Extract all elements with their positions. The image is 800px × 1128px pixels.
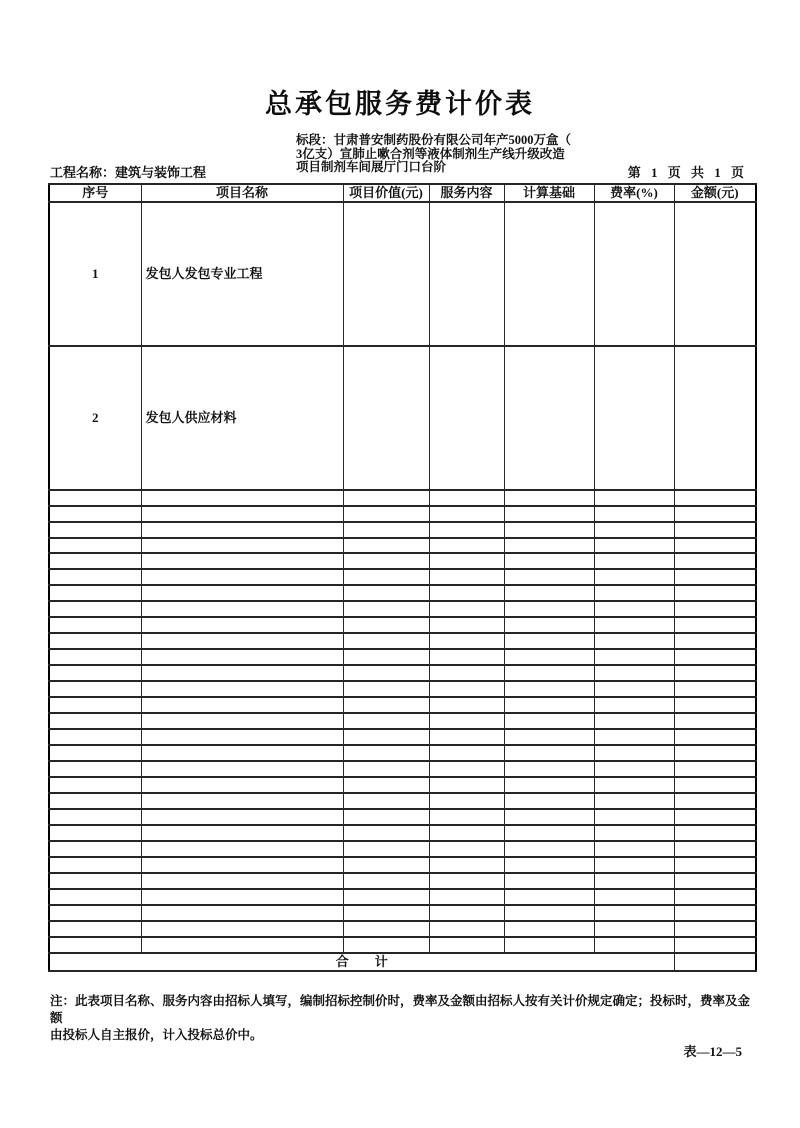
table-cell	[429, 553, 504, 569]
table-row	[49, 617, 756, 633]
table-cell	[141, 905, 343, 921]
table-cell	[504, 585, 594, 601]
table-row	[49, 793, 756, 809]
table-cell	[594, 569, 674, 585]
table-cell	[49, 777, 141, 793]
table-cell	[49, 873, 141, 889]
table-cell	[594, 937, 674, 953]
table-cell	[141, 506, 343, 522]
table-cell	[429, 538, 504, 554]
table-cell	[504, 793, 594, 809]
table-row	[49, 538, 756, 554]
table-cell	[429, 649, 504, 665]
table-cell	[343, 569, 429, 585]
table-row	[49, 777, 756, 793]
page-number-info: 第 1 页 共 1 页	[627, 165, 744, 180]
table-cell	[674, 697, 756, 713]
table-cell	[343, 745, 429, 761]
table-cell	[49, 713, 141, 729]
table-cell	[141, 697, 343, 713]
table-cell	[594, 809, 674, 825]
footnote	[50, 993, 752, 1044]
table-cell	[49, 633, 141, 649]
table-cell	[429, 490, 504, 506]
table-cell	[429, 921, 504, 937]
table-cell	[141, 553, 343, 569]
table-row	[49, 490, 756, 506]
table-cell	[594, 873, 674, 889]
table-cell	[141, 729, 343, 745]
table-cell	[504, 569, 594, 585]
table-cell	[504, 889, 594, 905]
table-cell	[49, 665, 141, 681]
table-cell	[343, 538, 429, 554]
table-cell	[429, 793, 504, 809]
table-cell	[429, 633, 504, 649]
table-row	[49, 697, 756, 713]
column-header-seq: 序号	[49, 184, 141, 202]
table-cell	[594, 665, 674, 681]
table-cell	[429, 506, 504, 522]
table-cell	[504, 745, 594, 761]
table-row	[49, 202, 756, 346]
table-cell	[429, 857, 504, 873]
table-row	[49, 522, 756, 538]
table-cell	[594, 538, 674, 554]
table-row	[49, 585, 756, 601]
table-row	[49, 713, 756, 729]
table-cell	[141, 745, 343, 761]
table-cell	[49, 649, 141, 665]
table-cell	[141, 793, 343, 809]
table-cell	[429, 713, 504, 729]
table-cell	[343, 601, 429, 617]
table-cell	[674, 506, 756, 522]
table-cell	[49, 506, 141, 522]
table-cell	[343, 585, 429, 601]
page-title: 总承包服务费计价表	[265, 89, 535, 119]
table-cell	[343, 553, 429, 569]
table-cell	[49, 921, 141, 937]
table-cell	[141, 889, 343, 905]
table-cell	[343, 905, 429, 921]
table-cell	[674, 857, 756, 873]
table-cell	[343, 506, 429, 522]
table-cell	[49, 538, 141, 554]
table-row	[49, 841, 756, 857]
table-cell	[504, 937, 594, 953]
table-cell	[504, 522, 594, 538]
table-reference-number: 表—12—5	[683, 1044, 742, 1059]
table-cell	[141, 601, 343, 617]
table-cell	[594, 585, 674, 601]
table-cell	[429, 825, 504, 841]
table-row	[49, 889, 756, 905]
footnote-line: 由投标人自主报价，计入投标总价中。	[50, 1028, 263, 1042]
table-cell	[141, 649, 343, 665]
table-cell	[504, 553, 594, 569]
table-cell	[674, 681, 756, 697]
table-cell	[674, 713, 756, 729]
column-header-service: 服务内容	[429, 184, 504, 202]
table-cell	[141, 569, 343, 585]
table-cell	[141, 857, 343, 873]
table-cell	[49, 793, 141, 809]
table-cell	[343, 522, 429, 538]
footnote-line: 注：此表项目名称、服务内容由招标人填写，编制招标控制价时，费率及金额由招标人按有关计价规定确定；投标时，费率及金额	[50, 994, 751, 1025]
table-cell	[504, 809, 594, 825]
table-cell	[594, 553, 674, 569]
table-cell	[594, 697, 674, 713]
table-cell	[343, 617, 429, 633]
table-cell	[49, 761, 141, 777]
total-row	[49, 953, 756, 971]
table-cell: 2	[49, 346, 141, 490]
column-header-basis: 计算基础	[504, 184, 594, 202]
table-cell	[141, 585, 343, 601]
table-cell	[504, 202, 594, 346]
table-cell	[504, 538, 594, 554]
table-cell	[141, 921, 343, 937]
table-row	[49, 761, 756, 777]
table-cell	[429, 569, 504, 585]
table-cell	[594, 601, 674, 617]
table-cell	[343, 857, 429, 873]
table-footer	[49, 953, 756, 971]
table-cell	[504, 665, 594, 681]
table-cell	[594, 522, 674, 538]
table-cell	[429, 585, 504, 601]
table-cell	[594, 713, 674, 729]
table-cell	[504, 681, 594, 697]
table-cell	[49, 697, 141, 713]
table-cell	[674, 538, 756, 554]
table-row	[49, 569, 756, 585]
table-cell	[504, 346, 594, 490]
table-cell	[429, 889, 504, 905]
table-cell	[594, 681, 674, 697]
table-cell	[594, 346, 674, 490]
table-cell	[343, 729, 429, 745]
table-cell	[141, 777, 343, 793]
table-cell	[674, 873, 756, 889]
table-cell	[429, 601, 504, 617]
table-cell	[343, 825, 429, 841]
project-name-label: 工程名称：建筑与装饰工程	[50, 165, 207, 180]
table-cell	[141, 873, 343, 889]
table-cell	[141, 713, 343, 729]
table-row	[49, 745, 756, 761]
table-cell	[674, 729, 756, 745]
table-row	[49, 937, 756, 953]
total-amount-cell	[674, 953, 756, 971]
bid-section-line: 标段：甘肃普安制药股份有限公司年产5000万盒（	[296, 133, 572, 147]
table-cell	[674, 905, 756, 921]
table-cell	[141, 761, 343, 777]
table-cell	[504, 601, 594, 617]
table-cell	[504, 633, 594, 649]
table-cell	[49, 617, 141, 633]
table-cell	[674, 601, 756, 617]
table-header	[49, 184, 756, 202]
table-cell	[504, 905, 594, 921]
column-header-rate: 费率(%)	[594, 184, 674, 202]
table-cell	[674, 553, 756, 569]
table-cell	[49, 905, 141, 921]
table-cell	[504, 617, 594, 633]
table-row	[49, 506, 756, 522]
table-cell	[674, 921, 756, 937]
table-cell	[504, 649, 594, 665]
table-cell	[343, 649, 429, 665]
table-cell	[429, 745, 504, 761]
table-cell	[49, 857, 141, 873]
table-cell	[674, 522, 756, 538]
table-cell	[674, 617, 756, 633]
table-cell	[674, 809, 756, 825]
bid-section-line: 3亿支）宣肺止嗽合剂等液体制剂生产线升级改造	[296, 146, 565, 161]
table-header-row	[49, 184, 756, 202]
table-cell	[49, 490, 141, 506]
table-row	[49, 601, 756, 617]
table-cell	[429, 873, 504, 889]
table-cell	[594, 921, 674, 937]
table-row	[49, 905, 756, 921]
table-cell	[343, 809, 429, 825]
table-cell	[343, 889, 429, 905]
table-cell	[674, 569, 756, 585]
table-row	[49, 809, 756, 825]
pricing-table	[48, 183, 757, 972]
table-row	[49, 729, 756, 745]
table-cell	[674, 793, 756, 809]
table-row	[49, 681, 756, 697]
table-cell	[594, 649, 674, 665]
table-cell	[674, 202, 756, 346]
table-cell	[594, 506, 674, 522]
table-cell	[504, 777, 594, 793]
table-cell	[429, 761, 504, 777]
table-cell	[429, 729, 504, 745]
table-cell	[594, 761, 674, 777]
table-cell	[49, 889, 141, 905]
table-cell	[674, 649, 756, 665]
table-cell	[594, 745, 674, 761]
table-cell	[429, 665, 504, 681]
table-cell	[594, 825, 674, 841]
table-cell	[49, 681, 141, 697]
table-cell	[49, 841, 141, 857]
table-cell	[343, 793, 429, 809]
table-cell	[674, 841, 756, 857]
table-cell	[141, 665, 343, 681]
table-cell	[49, 809, 141, 825]
column-header-item-value: 项目价值(元)	[343, 184, 429, 202]
table-cell	[49, 729, 141, 745]
table-cell	[674, 777, 756, 793]
table-cell	[594, 490, 674, 506]
table-cell	[594, 633, 674, 649]
table-cell	[141, 633, 343, 649]
table-cell	[343, 346, 429, 490]
table-cell	[49, 937, 141, 953]
table-cell	[49, 522, 141, 538]
table-cell	[141, 538, 343, 554]
table-row	[49, 649, 756, 665]
table-cell	[429, 202, 504, 346]
table-cell	[49, 825, 141, 841]
bid-section-line: 项目制剂车间展厅门口台阶	[296, 160, 447, 175]
table-cell	[429, 697, 504, 713]
table-cell	[674, 937, 756, 953]
table-cell	[594, 857, 674, 873]
table-cell	[504, 729, 594, 745]
table-cell	[674, 346, 756, 490]
table-row	[49, 346, 756, 490]
table-cell	[674, 490, 756, 506]
table-cell	[141, 617, 343, 633]
table-cell	[343, 777, 429, 793]
table-cell	[141, 681, 343, 697]
table-cell	[429, 809, 504, 825]
column-header-amount: 金额(元)	[674, 184, 756, 202]
table-cell	[504, 857, 594, 873]
table-cell	[141, 937, 343, 953]
table-cell	[594, 905, 674, 921]
table-cell	[141, 522, 343, 538]
table-cell	[594, 202, 674, 346]
table-cell	[674, 825, 756, 841]
table-cell	[141, 825, 343, 841]
table-cell	[343, 937, 429, 953]
table-cell	[141, 841, 343, 857]
table-cell	[343, 713, 429, 729]
table-cell	[343, 633, 429, 649]
table-cell	[674, 665, 756, 681]
table-row	[49, 825, 756, 841]
table-cell	[429, 681, 504, 697]
table-cell	[674, 745, 756, 761]
table-cell	[504, 697, 594, 713]
table-cell	[504, 921, 594, 937]
table-cell	[343, 490, 429, 506]
table-cell	[429, 841, 504, 857]
table-cell	[594, 793, 674, 809]
bid-section-block	[296, 134, 626, 175]
table-cell	[49, 585, 141, 601]
table-cell	[674, 585, 756, 601]
table-cell	[429, 617, 504, 633]
table-cell	[504, 825, 594, 841]
table-cell	[141, 809, 343, 825]
table-row	[49, 857, 756, 873]
table-cell	[429, 937, 504, 953]
table-cell	[594, 889, 674, 905]
table-cell: 发包人发包专业工程	[141, 202, 343, 346]
table-cell	[429, 777, 504, 793]
table-cell	[674, 633, 756, 649]
table-row	[49, 921, 756, 937]
table-cell	[343, 761, 429, 777]
table-cell	[674, 889, 756, 905]
table-cell	[49, 569, 141, 585]
table-cell	[343, 665, 429, 681]
total-label-cell: 合 计	[49, 953, 674, 971]
table-row	[49, 873, 756, 889]
table-cell	[504, 506, 594, 522]
table-row	[49, 665, 756, 681]
table-cell	[343, 202, 429, 346]
table-cell	[594, 729, 674, 745]
table-cell	[343, 873, 429, 889]
table-cell	[504, 841, 594, 857]
table-cell	[429, 346, 504, 490]
table-cell	[49, 601, 141, 617]
table-cell	[49, 553, 141, 569]
table-body	[49, 202, 756, 953]
table-row	[49, 553, 756, 569]
table-cell	[343, 841, 429, 857]
table-cell: 1	[49, 202, 141, 346]
table-cell	[343, 697, 429, 713]
table-cell	[594, 777, 674, 793]
table-cell	[343, 921, 429, 937]
table-cell	[504, 490, 594, 506]
table-cell	[504, 713, 594, 729]
table-cell: 发包人供应材料	[141, 346, 343, 490]
table-cell	[504, 873, 594, 889]
column-header-item-name: 项目名称	[141, 184, 343, 202]
table-cell	[594, 617, 674, 633]
table-cell	[674, 761, 756, 777]
table-cell	[141, 490, 343, 506]
table-cell	[504, 761, 594, 777]
table-row	[49, 633, 756, 649]
table-cell	[594, 841, 674, 857]
table-cell	[429, 522, 504, 538]
table-cell	[429, 905, 504, 921]
table-cell	[49, 745, 141, 761]
table-cell	[343, 681, 429, 697]
